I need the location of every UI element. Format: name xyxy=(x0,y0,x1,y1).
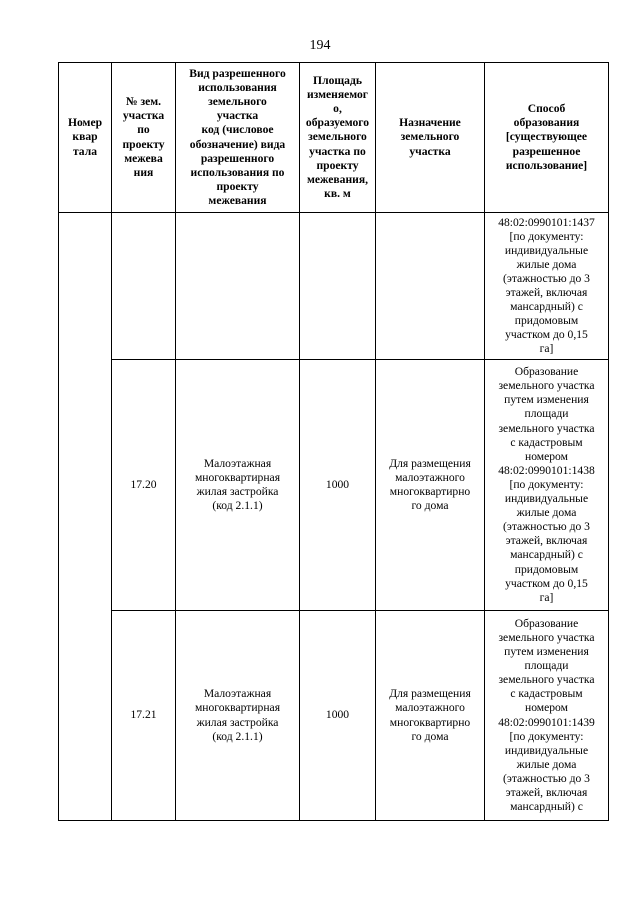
cell-line: го дома xyxy=(411,499,449,513)
cell-line: многоквартирно xyxy=(389,715,471,729)
plot-number-cell: 17.21 xyxy=(112,611,176,821)
cell-line: малоэтажного xyxy=(395,701,465,715)
cell-line: образуемого xyxy=(305,116,370,130)
cell-line: жилые дома xyxy=(516,506,577,520)
cell-line: номером xyxy=(525,701,568,715)
cell-line: (этажностью до 3 xyxy=(503,271,590,285)
cell-line: 48:02:0990101:1439 xyxy=(498,715,595,729)
cell-line: Способ xyxy=(527,102,566,116)
cell-line: использование] xyxy=(505,158,588,172)
naznachenie-cell xyxy=(376,213,485,360)
cell-line: тала xyxy=(72,144,98,158)
cell-line: земельного xyxy=(208,95,267,109)
cell-line: межева xyxy=(124,151,163,165)
cell-line: участка xyxy=(409,144,451,158)
cell-line: проекту xyxy=(122,137,165,151)
cell-line: квар xyxy=(72,130,98,144)
cell-line: № зем. xyxy=(125,95,162,109)
cell-line: Для размещения xyxy=(389,456,471,470)
cell-line: Образование xyxy=(514,365,579,379)
cell-line: разрешенное xyxy=(512,144,581,158)
cell-line: го дома xyxy=(411,729,449,743)
cell-line: мансардный) с xyxy=(510,548,583,562)
cell-line: многоквартирная xyxy=(194,701,281,715)
cell-line: Малоэтажная xyxy=(203,687,272,701)
cell-line: участком до 0,15 xyxy=(505,328,588,342)
cell-line: площади xyxy=(524,659,569,673)
cell-line: Вид разрешенного xyxy=(189,67,286,81)
cell-line: путем изменения xyxy=(504,645,589,659)
header-vid xyxy=(176,63,300,213)
cell-line: земельного участка xyxy=(498,379,595,393)
cell-line: площади xyxy=(524,407,569,421)
cell-line: по xyxy=(137,123,150,137)
cell-line: участком до 0,15 xyxy=(505,576,588,590)
cell-line: Малоэтажная xyxy=(203,456,272,470)
cell-line: придомовым xyxy=(514,562,579,576)
cell-line: Образование xyxy=(514,616,579,630)
cell-line: земельного участка xyxy=(498,421,595,435)
cell-line: (код 2.1.1) xyxy=(212,729,263,743)
cell-line: 48:02:0990101:1438 xyxy=(498,463,595,477)
cell-line: проекту xyxy=(216,179,259,193)
cell-line: индивидуальные xyxy=(504,492,589,506)
cell-line: образования xyxy=(513,116,580,130)
cell-line: обозначение) вида xyxy=(189,137,286,151)
cell-line: проекту xyxy=(316,158,359,172)
cell-line: га] xyxy=(539,590,554,604)
cell-line: придомовым xyxy=(514,314,579,328)
cell-line: с кадастровым xyxy=(510,687,583,701)
cell-line: участка по xyxy=(309,144,366,158)
header-naznachenie xyxy=(376,63,485,213)
cell-line: путем изменения xyxy=(504,393,589,407)
cell-line: код (числовое xyxy=(201,123,274,137)
cell-line: [по документу: xyxy=(509,477,584,491)
cell-line: Площадь xyxy=(313,74,362,88)
cell-line: [по документу: xyxy=(509,229,584,243)
land-plots-table xyxy=(58,62,609,821)
table-row xyxy=(59,360,609,611)
header-kvartal xyxy=(59,63,112,213)
table-row xyxy=(59,611,609,821)
cell-line: га] xyxy=(539,342,554,356)
cell-line: 48:02:0990101:1437 xyxy=(498,215,595,229)
cell-line: Для размещения xyxy=(389,687,471,701)
page-number: 194 xyxy=(309,38,331,53)
cell-line: Номер xyxy=(67,116,103,130)
cell-line: (этажностью до 3 xyxy=(503,520,590,534)
cell-line: многоквартирная xyxy=(194,470,281,484)
cell-line: (код 2.1.1) xyxy=(212,499,263,513)
cell-line: участка xyxy=(216,109,259,123)
vid-cell xyxy=(176,611,300,821)
cell-line: [по документу: xyxy=(509,729,584,743)
cell-line: этажей, включая xyxy=(505,286,588,299)
cell-line: [существующее xyxy=(505,130,588,144)
cell-line: индивидуальные xyxy=(504,743,589,757)
cell-line: мансардный) с xyxy=(510,300,583,314)
header-ploshad xyxy=(300,63,376,213)
header-row xyxy=(59,63,609,213)
table-row xyxy=(59,213,609,360)
sposob-cell xyxy=(485,360,609,611)
cell-line: жилая застройка xyxy=(196,485,279,498)
cell-line: этажей, включая xyxy=(505,534,588,548)
cell-line: использования xyxy=(198,81,277,95)
plot-number-cell: 17.20 xyxy=(112,360,176,611)
cell-line: кв. м xyxy=(324,186,351,200)
cell-line: (этажностью до 3 xyxy=(503,771,590,785)
cell-line: межевания xyxy=(208,193,267,207)
header-sposob xyxy=(485,63,609,213)
cell-line: межевания, xyxy=(306,172,369,186)
cell-line: использования по xyxy=(190,165,285,179)
cell-line: с кадастровым xyxy=(510,435,583,449)
area-cell: 1000 xyxy=(300,611,376,821)
kvartal-cell xyxy=(59,213,112,821)
cell-line: мансардный) с xyxy=(510,800,583,814)
cell-line: жилые дома xyxy=(516,257,577,271)
naznachenie-cell xyxy=(376,360,485,611)
cell-line: жилые дома xyxy=(516,757,577,771)
cell-line: индивидуальные xyxy=(504,243,589,257)
cell-line: земельного xyxy=(308,130,367,144)
cell-line: разрешенного xyxy=(200,151,275,165)
cell-line: земельного xyxy=(400,130,460,144)
area-cell: 1000 xyxy=(300,360,376,611)
cell-line: участка xyxy=(122,109,165,123)
vid-cell xyxy=(176,360,300,611)
cell-line: Назначение xyxy=(399,116,461,130)
cell-line: многоквартирно xyxy=(389,485,471,498)
cell-line: этажей, включая xyxy=(505,785,588,799)
cell-line: земельного участка xyxy=(498,673,595,687)
sposob-cell xyxy=(485,213,609,360)
sposob-cell xyxy=(485,611,609,821)
cell-line: малоэтажного xyxy=(395,470,465,484)
cell-line: о, xyxy=(333,102,342,116)
header-uchastok xyxy=(112,63,176,213)
cell-line: жилая застройка xyxy=(196,715,279,729)
vid-cell xyxy=(176,213,300,360)
plot-number-cell xyxy=(112,213,176,360)
area-cell xyxy=(300,213,376,360)
cell-line: земельного участка xyxy=(498,630,595,644)
cell-line: изменяемог xyxy=(306,88,369,102)
cell-line: номером xyxy=(525,449,568,463)
cell-line: ния xyxy=(133,165,154,179)
naznachenie-cell xyxy=(376,611,485,821)
